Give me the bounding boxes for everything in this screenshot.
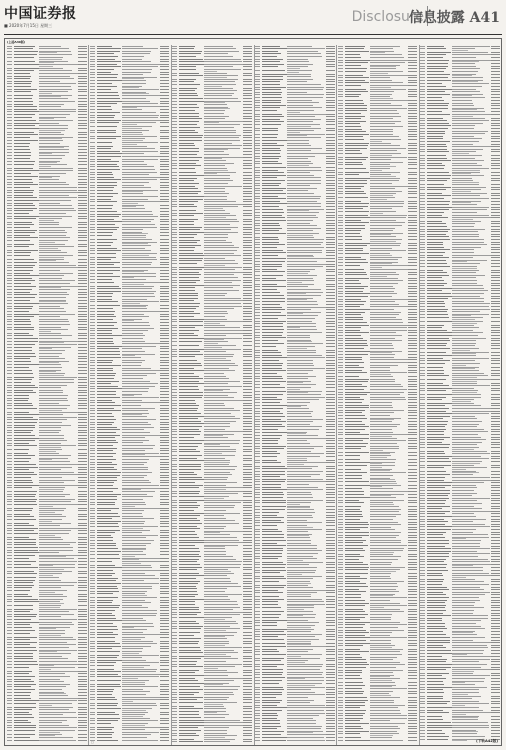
table-column [7, 45, 87, 745]
table-column [338, 45, 418, 745]
dateline: ■ 2020年7月15日 星期三 [4, 23, 53, 28]
masthead-rule [4, 34, 502, 35]
newspaper-logo: 中国证券报 [4, 6, 77, 22]
table-row [255, 739, 335, 741]
table-column [90, 45, 170, 745]
masthead [0, 0, 506, 34]
section-title-en: Disclosure [351, 9, 424, 25]
table-row [172, 741, 252, 743]
table-row [338, 739, 418, 741]
table-row [7, 739, 87, 741]
table-row [90, 739, 170, 741]
table-column [255, 45, 335, 745]
table-column [172, 45, 252, 745]
continuation-header: (上接A40版) [7, 40, 26, 44]
disclosure-table-box [4, 38, 502, 746]
footer-mark: □ [91, 740, 94, 744]
table-column [420, 45, 500, 745]
continuation-footer: (下转A42版) [476, 739, 498, 743]
section-title-zh: 信息披露 A41 [408, 10, 500, 26]
